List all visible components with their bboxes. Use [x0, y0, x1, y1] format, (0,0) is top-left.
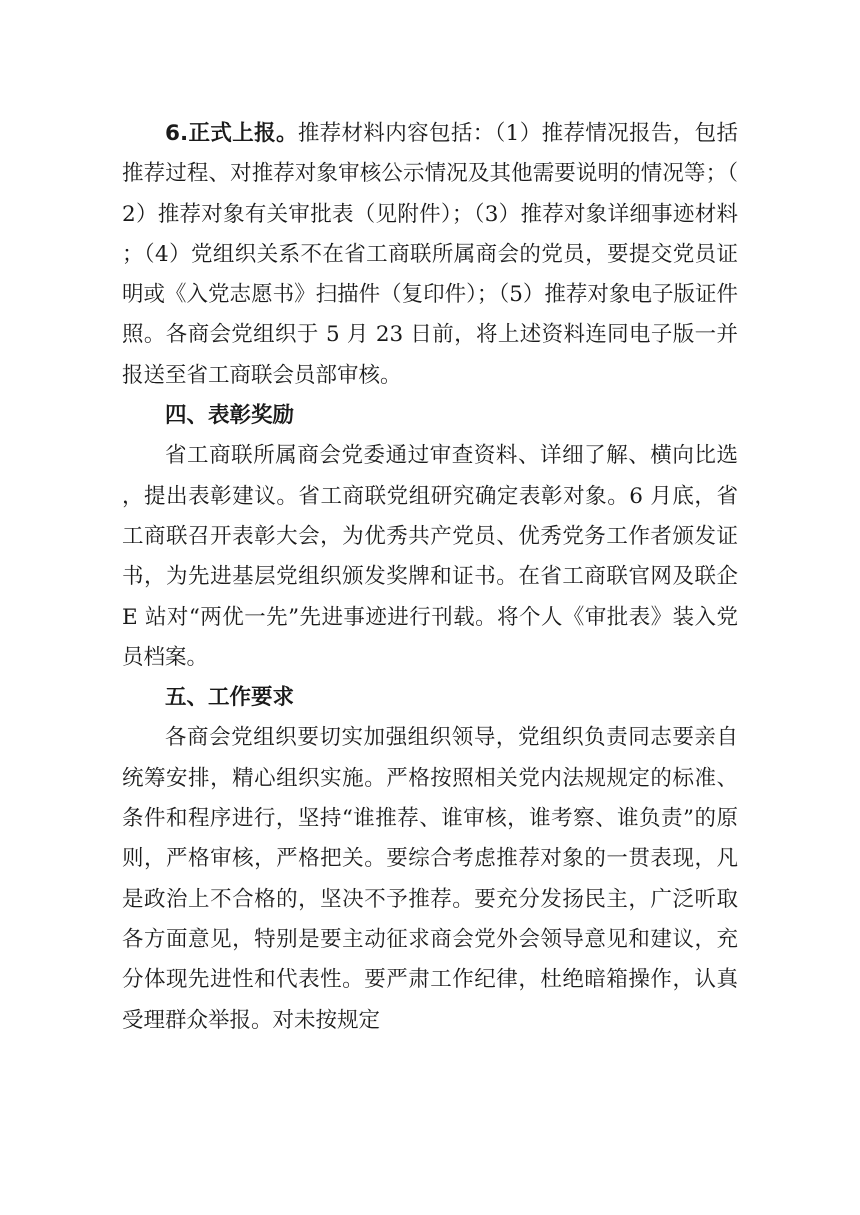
section-4-paragraph: 省工商联所属商会党委通过审查资料、详细了解、横向比选，提出表彰建议。省工商联党组研究确定表彰对象。6 月底，省工商联召开表彰大会，为优秀共产党员、优秀党务工作者颁发证书，为先进基层党组织颁发奖牌和证书。在省工商联官网及联企 E 站对“两优一先”先进事迹进行刊载。将个人《审批表》装入党员档案。 — [122, 443, 738, 670]
item-6-text: 推荐材料内容包括：（1）推荐情况报告，包括推荐过程、对推荐对象审核公示情况及其他需要说明的情况等；（2）推荐对象有关审批表（见附件）；（3）推荐对象详细事迹材料；（4）党组织关系不在省工商联所属商会的党员，要提交党员证明或《入党志愿书》扫描件（复印件）；（5）推荐对象电子版证件照。各商会党组织于 5 月 23 日前，将上述资料连同电子版一并报送至省工商联会员部审核。 — [122, 121, 738, 388]
section-5-heading: 五、工作要求 — [165, 685, 295, 711]
paragraph-item-6 — [122, 114, 738, 396]
section-4-heading: 四、表彰奖励 — [165, 403, 295, 429]
document-body — [122, 114, 738, 1041]
item-6-lead: 6.正式上报。 — [165, 121, 298, 146]
section-5-paragraph: 各商会党组织要切实加强组织领导，党组织负责同志要亲自统筹安排，精心组织实施。严格按照相关党内法规规定的标准、条件和程序进行，坚持“谁推荐、谁审核，谁考察、谁负责”的原则，严格审核，严格把关。要综合考虑推荐对象的一贯表现，凡是政治上不合格的，坚决不予推荐。要充分发扬民主，广泛听取各方面意见，特别是要主动征求商会党外会领导意见和建议，充分体现先进性和代表性。要严肃工作纪律，杜绝暗箱操作，认真受理群众举报。对未按规定 — [122, 725, 738, 1033]
